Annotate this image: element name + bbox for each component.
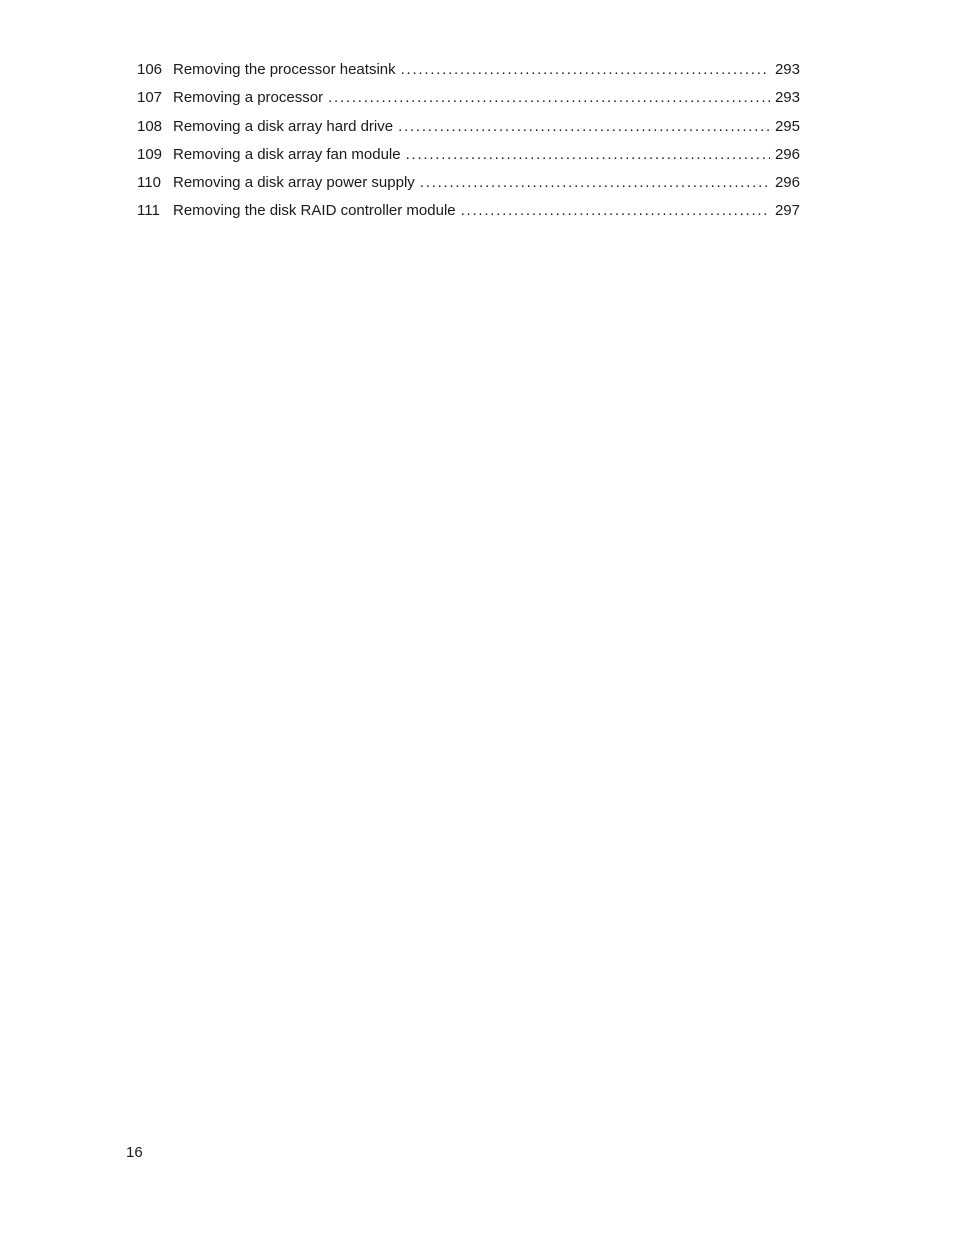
toc-entry-number: 109 [137, 145, 163, 163]
toc-entry[interactable] [137, 199, 800, 227]
toc-dot-leader [406, 143, 770, 167]
toc-entry-number: 111 [137, 202, 160, 220]
toc-entry-title: Removing a processor [173, 89, 324, 107]
toc-entry-page: 293 [774, 89, 800, 107]
toc-entry-number: 106 [137, 61, 163, 78]
toc-entry-page: 297 [774, 202, 800, 220]
toc-entry-number: 107 [137, 89, 163, 107]
toc-entry-title: Removing a disk array fan module [173, 145, 401, 163]
toc-entry-page: 295 [774, 117, 800, 135]
toc-dot-leader [401, 58, 770, 82]
toc-entry-number: 110 [137, 174, 161, 192]
toc-entry-page: 296 [774, 145, 800, 163]
toc-entry-page: 293 [774, 61, 800, 78]
toc-entry[interactable] [137, 115, 800, 143]
toc-entry-title: Removing the processor heatsink [173, 61, 396, 78]
page-number: 16 [126, 1144, 143, 1161]
toc-entry[interactable] [137, 143, 800, 171]
toc-entry[interactable] [137, 86, 800, 114]
toc-entry-number: 108 [137, 117, 163, 135]
toc-entry-title: Removing a disk array hard drive [173, 117, 394, 135]
toc-entry[interactable] [137, 171, 800, 199]
toc-dot-leader [328, 86, 770, 110]
toc-entry-title: Removing a disk array power supply [173, 174, 415, 192]
toc-dot-leader [398, 115, 770, 139]
table-of-contents [137, 58, 800, 228]
toc-entry-page: 296 [774, 174, 800, 192]
toc-dot-leader [461, 199, 770, 223]
toc-entry[interactable] [137, 58, 800, 86]
toc-entry-title: Removing the disk RAID controller module [173, 202, 456, 220]
toc-dot-leader [420, 171, 770, 195]
